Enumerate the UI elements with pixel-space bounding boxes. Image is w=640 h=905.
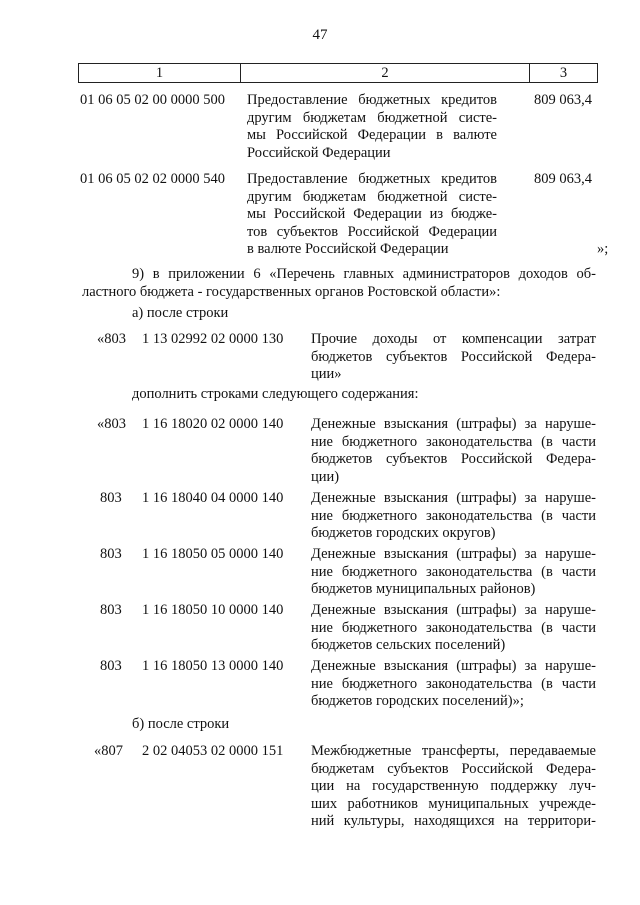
desc-line: другим бюджетам бюджетной систе- <box>247 109 497 126</box>
revenue-code: 1 16 18020 02 0000 140 <box>142 416 284 432</box>
row-code: 01 06 05 02 00 0000 500 <box>80 92 225 108</box>
admin-code: 803 <box>100 658 122 674</box>
paragraph-line: 9) в приложении 6 «Перечень главных администраторов доходов об- <box>132 266 596 282</box>
desc-line: тов субъектов Российской Федерации <box>247 223 497 240</box>
desc-line: бюджетам субъектов Российской Федера- <box>311 760 596 777</box>
row-code: 01 06 05 02 02 0000 540 <box>80 171 225 187</box>
desc-line: бюджетов городских округов) <box>311 525 496 541</box>
desc-line: Денежные взыскания (штрафы) за наруше- <box>311 490 596 506</box>
row-amount: 809 063,4 <box>534 171 592 187</box>
table-header <box>78 63 598 83</box>
desc-line: бюджетов субъектов Российской Федера- <box>311 451 596 467</box>
revenue-description <box>311 743 596 831</box>
revenue-code: 1 16 18050 05 0000 140 <box>142 546 284 562</box>
desc-line: ших работников муниципальных учрежде- <box>311 795 596 812</box>
row-description <box>247 92 497 162</box>
desc-line: в валюте Российской Федерации <box>247 241 449 257</box>
revenue-description <box>311 490 596 543</box>
desc-line: Денежные взыскания (штрафы) за наруше- <box>311 546 596 562</box>
desc-line: мы Российской Федерации из бюдже- <box>247 206 497 222</box>
desc-line: Предоставление бюджетных кредитов <box>247 171 497 187</box>
desc-line: ции» <box>311 366 342 382</box>
desc-line: Российской Федерации <box>247 144 391 161</box>
item-9-paragraph <box>82 266 596 301</box>
subitem-a-label: а) после строки <box>132 305 229 321</box>
paragraph-line: ластного бюджета - государственных органов Ростовской области»: <box>82 283 501 300</box>
admin-code: 803 <box>100 602 122 618</box>
admin-code: «803 <box>97 416 126 432</box>
desc-line: Денежные взыскания (штрафы) за наруше- <box>311 658 596 674</box>
admin-code: «807 <box>94 743 123 759</box>
revenue-description <box>311 331 596 384</box>
admin-code: «803 <box>97 331 126 347</box>
desc-line: бюджетов городских поселений)»; <box>311 693 524 709</box>
desc-line: бюджетов субъектов Российской Федера- <box>311 348 596 365</box>
desc-line: ние бюджетного законодательства (в части <box>311 433 596 450</box>
revenue-description <box>311 658 596 711</box>
desc-line: ции) <box>311 468 340 485</box>
revenue-code: 1 13 02992 02 0000 130 <box>142 331 284 347</box>
admin-code: 803 <box>100 546 122 562</box>
admin-code: 803 <box>100 490 122 506</box>
revenue-description <box>311 416 596 486</box>
desc-line: бюджетов сельских поселений) <box>311 637 506 653</box>
closing-quote: »; <box>597 241 609 257</box>
revenue-description <box>311 546 596 599</box>
desc-line: Межбюджетные трансферты, передаваемые <box>311 743 596 759</box>
desc-line: ние бюджетного законодательства (в части <box>311 563 596 580</box>
desc-line: мы Российской Федерации в валюте <box>247 127 497 143</box>
header-col-1: 1 <box>155 64 164 81</box>
header-col-3: 3 <box>529 64 597 82</box>
desc-line: Денежные взыскания (штрафы) за наруше- <box>311 602 596 618</box>
desc-line: Предоставление бюджетных кредитов <box>247 92 497 108</box>
header-col-2: 2 <box>240 64 529 82</box>
row-amount: 809 063,4 <box>534 92 592 108</box>
revenue-code: 1 16 18040 04 0000 140 <box>142 490 284 506</box>
revenue-description <box>311 602 596 655</box>
revenue-code: 1 16 18050 13 0000 140 <box>142 658 284 674</box>
desc-line: Денежные взыскания (штрафы) за наруше- <box>311 416 596 432</box>
desc-line: Прочие доходы от компенсации затрат <box>311 331 596 347</box>
desc-line: бюджетов муниципальных районов) <box>311 581 536 597</box>
subitem-b-label: б) после строки <box>132 716 230 732</box>
revenue-code: 2 02 04053 02 0000 151 <box>142 743 284 759</box>
desc-line: ции на государственную поддержку луч- <box>311 778 596 794</box>
desc-line: ний культуры, находящихся на территори- <box>311 813 596 829</box>
desc-line: ние бюджетного законодательства (в части <box>311 675 596 692</box>
desc-line: ние бюджетного законодательства (в части <box>311 507 596 524</box>
revenue-code: 1 16 18050 10 0000 140 <box>142 602 284 618</box>
row-description <box>247 171 497 259</box>
desc-line: ние бюджетного законодательства (в части <box>311 619 596 636</box>
page-number: 47 <box>312 27 328 43</box>
desc-line: другим бюджетам бюджетной систе- <box>247 188 497 205</box>
add-rows-label: дополнить строками следующего содержания: <box>132 386 419 402</box>
